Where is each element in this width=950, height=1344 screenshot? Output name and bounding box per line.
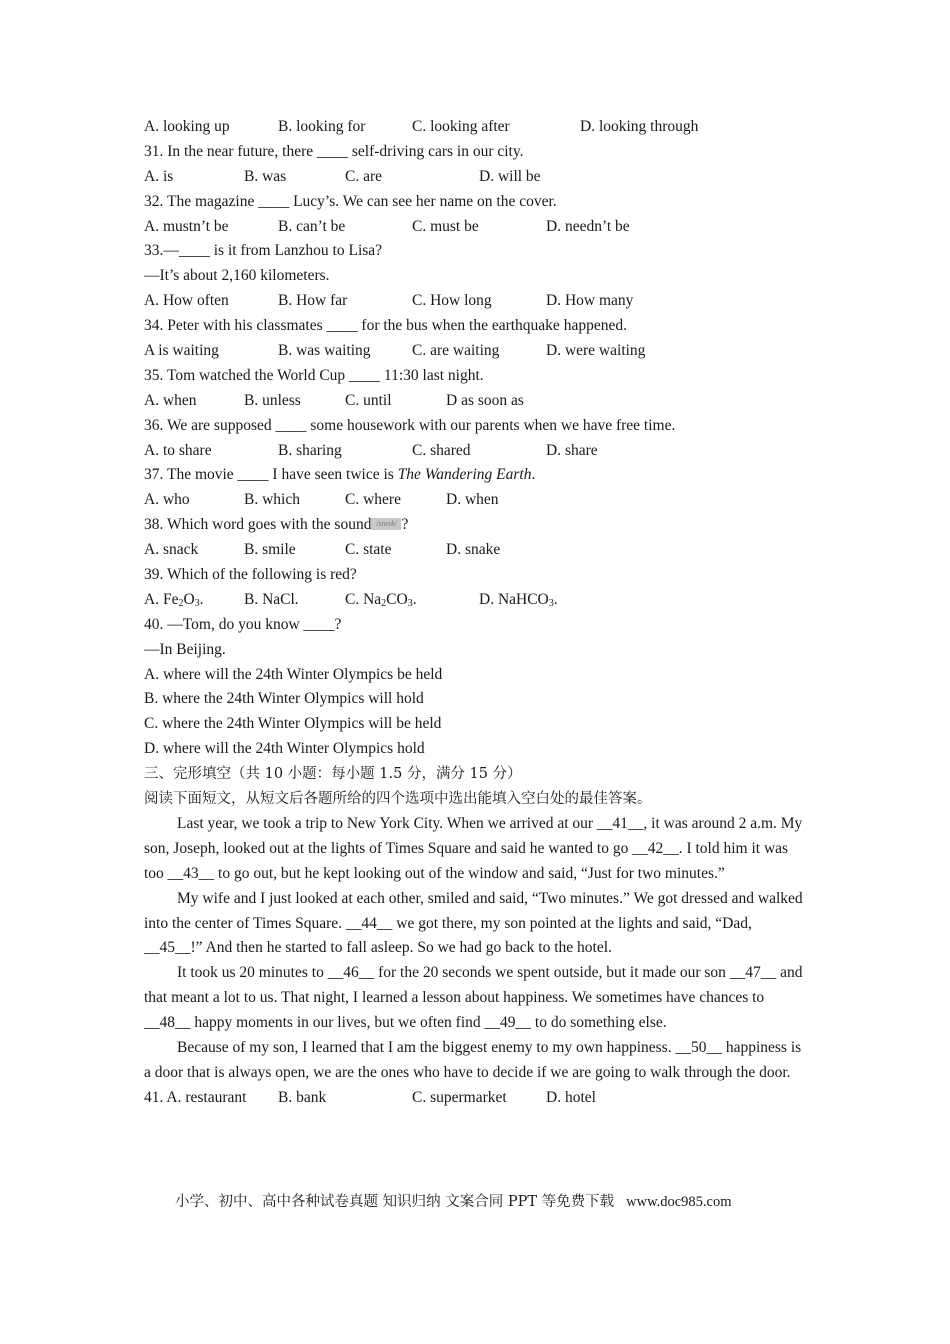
option-c: C. looking after	[412, 118, 510, 135]
question-37-stem-text: 37. The movie ____ I have seen twice is	[144, 466, 398, 484]
question-38-options	[144, 538, 804, 563]
question-38-stem-end: ?	[401, 516, 409, 534]
passage-paragraph: It took us 20 minutes to __46__ for the 20 seconds we spent outside, but it made our son __47__ and that meant a lot to us. That night, I learned a lesson about happiness. We sometimes have chances to __48__ happy moments in our lives, but we often find __49__ to do something else.	[144, 964, 803, 1032]
option-a: A. where will the 24th Winter Olympics be held	[144, 665, 443, 683]
option-a: A. $Fe_2O_3$.	[144, 590, 204, 609]
option-d: D. where will the 24th Winter Olympics hold	[144, 740, 425, 758]
option-a: A. How often	[144, 292, 229, 310]
option-d: D. hotel	[546, 1088, 596, 1106]
phonetic-symbol-image: /sneɪk/	[371, 518, 401, 530]
option-a: 41. A. restaurant	[144, 1088, 247, 1106]
option-a: A is waiting	[144, 342, 219, 360]
question-36-options	[144, 439, 804, 464]
option-d: D. NaHCO$_3$.	[479, 590, 558, 609]
question-41-options	[144, 1086, 804, 1111]
footer-text: 小学、初中、高中各种试卷真题 知识归纳 文案合同 PPT 等免费下载	[175, 1194, 615, 1210]
option-c: C. until	[345, 391, 392, 409]
question-35-stem: 35. Tom watched the World Cup ____ 11:30 last night.	[144, 366, 484, 384]
footer-url[interactable]: www.doc985.com	[626, 1194, 732, 1210]
option-b: B. bank	[278, 1088, 327, 1106]
option-a: A. to share	[144, 441, 212, 459]
exam-page	[144, 115, 804, 1111]
option-c: C. where	[345, 491, 401, 509]
option-d: D. were waiting	[546, 342, 646, 360]
question-37-stem-end: .	[531, 466, 536, 484]
passage-paragraph: Because of my son, I learned that I am the biggest enemy to my own happiness. __50__ happiness is a door that is always open, we are the ones who have to decide if we are going to walk through the door.	[144, 1039, 802, 1081]
question-39-options	[144, 588, 804, 613]
option-a: A. when	[144, 391, 197, 409]
option-b: B. was waiting	[278, 342, 371, 360]
question-31-stem: 31. In the near future, there ____ self-driving cars in our city.	[144, 142, 524, 160]
question-30-options	[144, 115, 804, 140]
section-instruction: 阅读下面短文，从短文后各题所给的四个选项中选出能填入空白处的最佳答案。	[144, 791, 652, 808]
question-33-stem: 33.—____ is it from Lanzhou to Lisa?	[144, 242, 383, 260]
passage-paragraph: Last year, we took a trip to New York City. When we arrived at our __41__, it was around 2 a.m. My son, Joseph, looked out at the lights of Times Square and said he wanted to go __42__. I told him it was too __43__ to go out, but he kept looking out of the window and said, “Just for two minutes.”	[144, 814, 803, 882]
question-35-options	[144, 389, 804, 414]
option-a: A. looking up	[144, 118, 230, 135]
option-a: A. who	[144, 491, 190, 509]
question-33-reply: —It’s about 2,160 kilometers.	[144, 267, 330, 285]
option-c: C. where the 24th Winter Olympics will be held	[144, 715, 442, 733]
option-b: B. was	[244, 167, 287, 185]
option-c: C. are	[345, 167, 383, 185]
option-d: D. will be	[479, 167, 541, 185]
option-d: D as soon as	[446, 391, 524, 409]
option-b: B. smile	[244, 541, 296, 559]
option-c: C. shared	[412, 441, 471, 459]
question-31-options	[144, 165, 804, 190]
option-c: C. How long	[412, 292, 492, 310]
option-c: C. state	[345, 541, 392, 559]
option-c: C. supermarket	[412, 1088, 507, 1106]
option-b: B. where the 24th Winter Olympics will hold	[144, 690, 424, 708]
question-39-stem: 39. Which of the following is red?	[144, 566, 357, 584]
question-33-options	[144, 289, 804, 314]
option-d: D. share	[546, 441, 598, 459]
option-b: B. looking for	[278, 118, 366, 135]
option-c: C. must be	[412, 217, 479, 235]
question-40-stem: 40. —Tom, do you know ____?	[144, 615, 342, 633]
option-c: C. are waiting	[412, 342, 500, 360]
option-d: D. looking through	[580, 118, 699, 135]
question-37-stem	[144, 463, 804, 488]
option-b: B. NaCl.	[244, 590, 299, 608]
question-32-options	[144, 215, 804, 240]
option-a: A. mustn’t be	[144, 217, 229, 235]
question-34-options	[144, 339, 804, 364]
option-b: B. can’t be	[278, 217, 346, 235]
option-d: D. needn’t be	[546, 217, 630, 235]
option-c: C. $Na_2CO_3$.	[345, 590, 417, 609]
question-40-reply: —In Beijing.	[144, 640, 226, 658]
option-b: B. which	[244, 491, 300, 509]
question-32-stem: 32. The magazine ____ Lucy’s. We can see her name on the cover.	[144, 192, 557, 210]
option-a: A. is	[144, 167, 174, 185]
option-d: D. How many	[546, 292, 634, 310]
option-d: D. when	[446, 491, 499, 509]
question-37-options	[144, 488, 804, 513]
passage-paragraph: My wife and I just looked at each other, smiled and said, “Two minutes.” We got dressed and walked into the center of Times Square. __44__ we got there, my son pointed at the lights and said, “Dad, __45__!” And then he started to fall asleep. So we had go back to the hotel.	[144, 889, 803, 957]
question-38-stem	[144, 513, 804, 538]
question-36-stem: 36. We are supposed ____ some housework with our parents when we have free time.	[144, 416, 676, 434]
option-b: B. sharing	[278, 441, 342, 459]
option-b: B. unless	[244, 391, 301, 409]
option-b: B. How far	[278, 292, 348, 310]
section-heading: 三、完形填空（共 10 小题：每小题 1.5 分，满分 15 分）	[144, 766, 522, 783]
question-38-stem-text: 38. Which word goes with the sound	[144, 516, 372, 534]
question-34-stem: 34. Peter with his classmates ____ for the bus when the earthquake happened.	[144, 317, 627, 335]
option-a: A. snack	[144, 541, 199, 559]
movie-title: The Wandering Earth	[397, 466, 532, 484]
option-d: D. snake	[446, 541, 501, 559]
page-footer	[175, 1190, 732, 1214]
